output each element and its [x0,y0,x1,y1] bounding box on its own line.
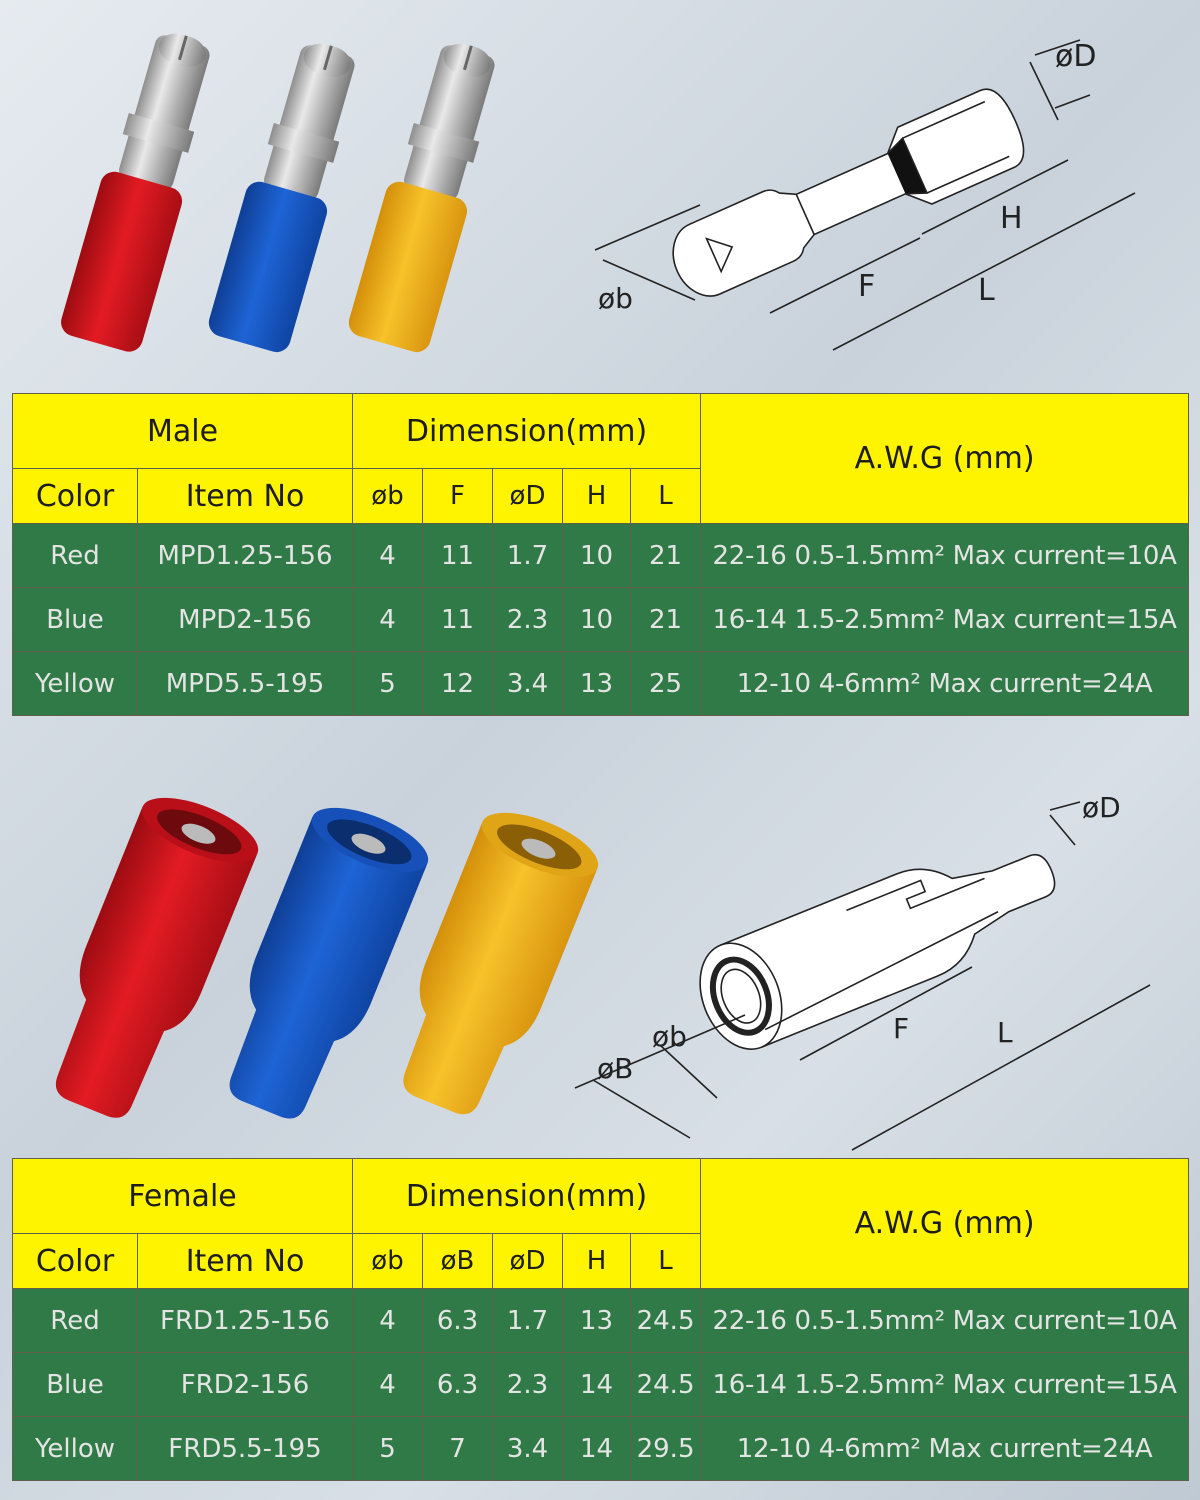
female-connector-illustration [0,760,1200,1155]
col-phi-D: øD [493,469,563,524]
cell-item: FRD1.25-156 [138,1289,353,1353]
col-L: L [631,1234,701,1289]
cell-dim: 2.3 [493,1353,563,1417]
female-dimension-diagram [575,802,1150,1150]
female-label-phi-B: øB [597,1052,634,1085]
col-item-no: Item No [138,1234,353,1289]
blue-male-connector [206,34,372,355]
cell-dim: 5 [353,652,423,716]
male-label-H: H [1000,201,1023,236]
male-connector-illustration [0,0,1200,390]
col-color: Color [13,1234,138,1289]
female-label-phi-b: øb [652,1020,687,1053]
female-label-F: F [893,1012,910,1045]
dimension-header: Dimension(mm) [353,394,701,469]
cell-dim: 7 [423,1417,493,1481]
col-phi-b: øb [353,469,423,524]
cell-dim: 2.3 [493,588,563,652]
female-label-phi-D: øD [1082,791,1121,824]
col-phi-D: øD [493,1234,563,1289]
cell-dim: 4 [353,1353,423,1417]
cell-item: FRD2-156 [138,1353,353,1417]
cell-item: MPD2-156 [138,588,353,652]
cell-awg: 12-10 4-6mm² Max current=24A [701,652,1189,716]
cell-dim: 5 [353,1417,423,1481]
cell-item: MPD1.25-156 [138,524,353,588]
col-F: F [423,469,493,524]
cell-item: MPD5.5-195 [138,652,353,716]
cell-dim: 29.5 [631,1417,701,1481]
yellow-male-connector [346,34,512,355]
red-male-connector [58,24,227,355]
male-label-phi-D: øD [1055,39,1097,74]
cell-dim: 12 [423,652,493,716]
cell-item: FRD5.5-195 [138,1417,353,1481]
table-row [13,1417,1189,1481]
cell-color: Blue [13,588,138,652]
cell-dim: 6.3 [423,1289,493,1353]
cell-dim: 21 [631,588,701,652]
cell-dim: 4 [353,524,423,588]
cell-dim: 1.7 [493,524,563,588]
table-row [13,652,1189,716]
cell-color: Yellow [13,1417,138,1481]
cell-dim: 10 [563,588,631,652]
cell-color: Blue [13,1353,138,1417]
cell-dim: 25 [631,652,701,716]
cell-awg: 12-10 4-6mm² Max current=24A [701,1417,1189,1481]
table-row [13,1289,1189,1353]
male-label-L: L [978,273,995,308]
cell-dim: 21 [631,524,701,588]
female-label-L: L [997,1016,1013,1049]
table-row [13,588,1189,652]
male-label-phi-b: øb [598,282,633,315]
cell-dim: 13 [563,652,631,716]
cell-dim: 10 [563,524,631,588]
awg-header: A.W.G (mm) [701,394,1189,524]
cell-dim: 13 [563,1289,631,1353]
awg-header: A.W.G (mm) [701,1159,1189,1289]
cell-dim: 3.4 [493,652,563,716]
cell-awg: 16-14 1.5-2.5mm² Max current=15A [701,588,1189,652]
cell-dim: 11 [423,588,493,652]
male-header-row [13,394,1189,469]
male-title: Male [13,394,353,469]
cell-awg: 22-16 0.5-1.5mm² Max current=10A [701,524,1189,588]
female-spec-table [12,1158,1189,1481]
cell-dim: 11 [423,524,493,588]
dimension-header: Dimension(mm) [353,1159,701,1234]
female-title: Female [13,1159,353,1234]
cell-dim: 24.5 [631,1289,701,1353]
cell-color: Yellow [13,652,138,716]
col-item-no: Item No [138,469,353,524]
cell-dim: 24.5 [631,1353,701,1417]
cell-dim: 14 [563,1417,631,1481]
cell-dim: 1.7 [493,1289,563,1353]
cell-dim: 4 [353,588,423,652]
col-phi-b: øb [353,1234,423,1289]
male-label-F: F [858,269,876,304]
female-header-row [13,1159,1189,1234]
cell-dim: 14 [563,1353,631,1417]
cell-awg: 22-16 0.5-1.5mm² Max current=10A [701,1289,1189,1353]
cell-color: Red [13,524,138,588]
col-L: L [631,469,701,524]
male-spec-table [12,393,1189,716]
col-H: H [563,469,631,524]
cell-awg: 16-14 1.5-2.5mm² Max current=15A [701,1353,1189,1417]
cell-dim: 4 [353,1289,423,1353]
cell-dim: 3.4 [493,1417,563,1481]
table-row [13,1353,1189,1417]
table-row [13,524,1189,588]
col-H: H [563,1234,631,1289]
col-color: Color [13,469,138,524]
col-phi-B: øB [423,1234,493,1289]
cell-dim: 6.3 [423,1353,493,1417]
cell-color: Red [13,1289,138,1353]
